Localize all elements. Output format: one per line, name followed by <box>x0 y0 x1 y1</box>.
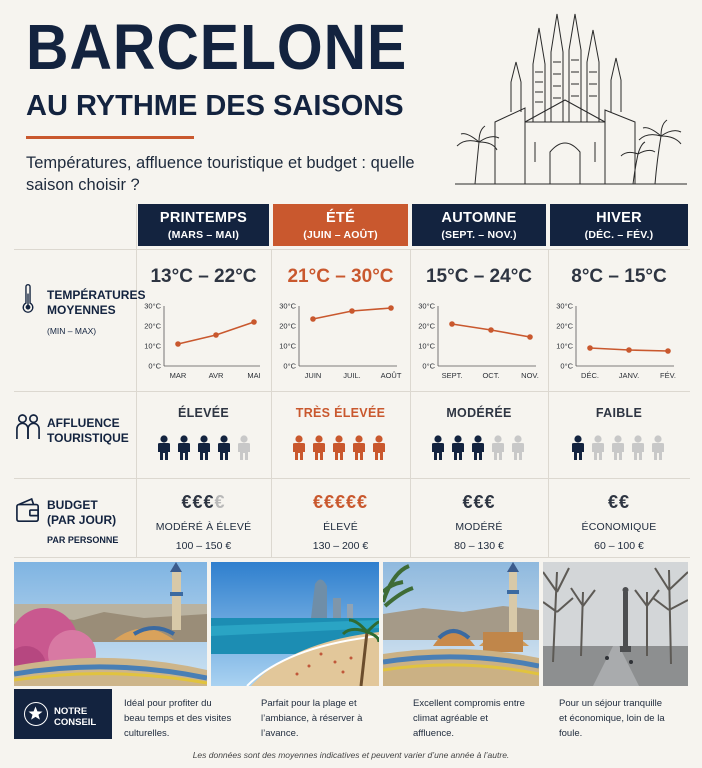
person-icon <box>471 435 485 460</box>
temp-range-spring <box>136 266 271 288</box>
temperature-point <box>388 305 394 311</box>
budget-symbol <box>548 492 690 513</box>
temperature-chart-summer <box>275 298 405 386</box>
temperature-point <box>251 319 257 325</box>
advice-autumn: Excellent compromis entre climat agréable et affluence. <box>413 698 525 739</box>
row-label-sub: PAR PERSONNE <box>47 535 119 545</box>
person-icon <box>631 435 645 460</box>
season-name: ÉTÉ <box>325 210 356 226</box>
grid-divider <box>14 249 690 250</box>
season-months: (MARS – MAI) <box>167 229 240 241</box>
y-tick-label: 0°C <box>560 361 573 371</box>
park-guell-autumn-photo <box>383 562 539 686</box>
grid-divider <box>14 478 690 479</box>
row-label-text: AFFLUENCE TOURISTIQUE <box>47 416 129 445</box>
y-tick-label: 10°C <box>556 341 573 351</box>
budget-label: MODÉRÉ <box>455 521 503 533</box>
title-divider <box>26 136 194 139</box>
x-tick-label: JANV. <box>618 371 640 380</box>
temp-range-value: 15°C – 24°C <box>425 266 533 287</box>
season-header-spring <box>138 204 269 246</box>
person-icon <box>571 435 585 460</box>
sagrada-familia-illustration <box>455 12 687 192</box>
y-tick-label: 20°C <box>556 321 573 331</box>
thermometer-icon <box>16 284 40 314</box>
person-icon <box>591 435 605 460</box>
season-name: PRINTEMPS <box>159 210 248 226</box>
budget-symbol-active: €€€ <box>181 492 215 512</box>
person-icon <box>431 435 445 460</box>
budget-symbol-inactive: € <box>214 492 226 512</box>
x-tick-label: JUIN <box>304 371 322 380</box>
advice-badge-label <box>54 706 96 728</box>
y-tick-label: 0°C <box>148 361 161 371</box>
affluence-label: TRÈS ÉLEVÉE <box>295 406 386 420</box>
y-tick-label: 10°C <box>279 341 296 351</box>
row-label-temperatures <box>14 284 146 344</box>
temperature-point <box>626 347 632 353</box>
person-icon <box>491 435 505 460</box>
row-label-text: TEMPÉRATURES MOYENNES <box>47 288 146 317</box>
budget-symbol-active: €€€€€ <box>312 492 369 512</box>
x-tick-label: MAI <box>247 371 261 380</box>
y-tick-label: 20°C <box>144 321 161 331</box>
budget-label: ÉLEVÉ <box>323 521 358 533</box>
budget-range: 60 – 100 € <box>594 540 644 552</box>
y-tick-label: 30°C <box>556 301 573 311</box>
season-header-winter <box>550 204 688 246</box>
temperature-point <box>527 334 533 340</box>
advice-badge-line1: NOTRE <box>54 706 88 717</box>
advice-badge-line2: CONSEIL <box>54 717 97 728</box>
temperature-chart-autumn <box>414 298 544 386</box>
person-icon <box>451 435 465 460</box>
advice-winter: Pour un séjour tranquille et économique, loin de la foule. <box>559 698 665 739</box>
x-tick-label: NOV. <box>521 371 539 380</box>
y-tick-label: 10°C <box>144 341 161 351</box>
person-icon <box>372 435 386 460</box>
intro-text: Températures, affluence touristique et budget : quelle saison choisir ? <box>26 154 415 194</box>
temperature-point <box>213 332 219 338</box>
affluence-spring <box>136 406 271 420</box>
temperature-chart-winter <box>552 298 682 386</box>
budget-range: 130 – 200 € <box>312 540 369 552</box>
temp-range-value: 8°C – 15°C <box>571 266 667 287</box>
page-title: BARCELONE <box>26 11 408 83</box>
star-icon <box>24 702 48 726</box>
temp-range-value: 21°C – 30°C <box>287 266 394 287</box>
affluence-summer <box>271 406 410 420</box>
person-icon <box>217 435 231 460</box>
grid-divider <box>14 557 690 558</box>
person-icon <box>292 435 306 460</box>
budget-symbol <box>410 492 548 513</box>
barceloneta-beach-photo <box>211 562 379 686</box>
x-tick-label: AOÛT <box>380 371 402 380</box>
affluence-people-winter <box>571 435 665 460</box>
budget-label: ÉCONOMIQUE <box>581 521 657 533</box>
y-tick-label: 0°C <box>422 361 435 371</box>
person-icon <box>511 435 525 460</box>
budget-spring <box>136 492 271 552</box>
columbus-avenue-winter-photo <box>543 562 688 686</box>
temperature-point <box>349 308 355 314</box>
row-label-sub: (MIN – MAX) <box>47 326 97 336</box>
x-tick-label: FÉV. <box>660 371 676 380</box>
x-tick-label: OCT. <box>482 371 500 380</box>
advice-spring: Idéal pour profiter du beau temps et des visites culturelles. <box>124 698 232 739</box>
affluence-label: MODÉRÉE <box>446 406 512 420</box>
footnote: Les données sont des moyennes indicatives et peuvent varier d’une année à l’autre. <box>192 750 510 760</box>
budget-range: 80 – 130 € <box>454 540 504 552</box>
affluence-people-autumn <box>431 435 525 460</box>
temperature-point <box>587 345 593 351</box>
season-months: (JUIN – AOÛT) <box>303 229 378 241</box>
person-icon <box>332 435 346 460</box>
wallet-icon <box>16 496 40 526</box>
budget-summer <box>271 492 410 552</box>
affluence-label: ÉLEVÉE <box>177 406 230 420</box>
temperature-point <box>175 341 181 347</box>
budget-range: 100 – 150 € <box>175 540 232 552</box>
x-tick-label: SEPT. <box>441 371 463 380</box>
person-icon <box>611 435 625 460</box>
temperature-point <box>665 348 671 354</box>
page-subtitle: AU RYTHME DES SAISONS <box>26 90 404 122</box>
header <box>26 11 466 196</box>
person-icon <box>312 435 326 460</box>
season-name: AUTOMNE <box>441 210 517 226</box>
advice-summer: Parfait pour la plage et l’ambiance, à réserver à l’avance. <box>261 698 363 739</box>
person-icon <box>197 435 211 460</box>
season-header-autumn <box>412 204 546 246</box>
x-tick-label: AVR <box>208 371 224 380</box>
budget-winter <box>548 492 690 552</box>
temperature-point <box>488 327 494 333</box>
budget-label: MODÉRÉ À ÉLEVÉ <box>155 521 252 533</box>
person-icon <box>352 435 366 460</box>
y-tick-label: 30°C <box>418 301 435 311</box>
row-label-text: BUDGET (PAR JOUR) <box>47 498 117 527</box>
temperature-point <box>449 321 455 327</box>
people-icon <box>16 412 40 442</box>
affluence-autumn <box>410 406 548 420</box>
affluence-people-summer <box>292 435 386 460</box>
x-tick-label: MAR <box>169 371 187 380</box>
affluence-winter <box>548 406 690 420</box>
y-tick-label: 30°C <box>279 301 296 311</box>
temp-range-autumn <box>410 266 548 288</box>
temperature-point <box>310 316 316 322</box>
affluence-people-spring <box>157 435 251 460</box>
person-icon <box>651 435 665 460</box>
temperature-chart-spring <box>140 298 268 386</box>
park-guell-spring-photo <box>14 562 207 686</box>
temp-range-winter <box>548 266 690 288</box>
season-months: (SEPT. – NOV.) <box>441 229 517 241</box>
budget-symbol-active: €€ <box>607 492 631 512</box>
temp-range-value: 13°C – 22°C <box>150 266 257 287</box>
x-tick-label: JUIL. <box>343 371 361 380</box>
season-name: HIVER <box>596 210 642 226</box>
row-label-affluence <box>14 412 134 452</box>
season-header-summer <box>273 204 408 246</box>
budget-symbol-active: €€€ <box>462 492 496 512</box>
season-months: (DÉC. – FÉV.) <box>584 229 654 241</box>
row-label-budget <box>14 496 134 546</box>
y-tick-label: 20°C <box>279 321 296 331</box>
grid-divider <box>14 391 690 392</box>
x-tick-label: DÉC. <box>581 371 599 380</box>
affluence-label: FAIBLE <box>595 406 643 420</box>
person-icon <box>177 435 191 460</box>
y-tick-label: 10°C <box>418 341 435 351</box>
y-tick-label: 0°C <box>283 361 296 371</box>
budget-autumn <box>410 492 548 552</box>
budget-symbol <box>136 492 271 513</box>
person-icon <box>237 435 251 460</box>
budget-symbol <box>271 492 410 513</box>
y-tick-label: 30°C <box>144 301 161 311</box>
y-tick-label: 20°C <box>418 321 435 331</box>
person-icon <box>157 435 171 460</box>
advice-badge <box>14 689 112 739</box>
temp-range-summer <box>271 266 410 288</box>
